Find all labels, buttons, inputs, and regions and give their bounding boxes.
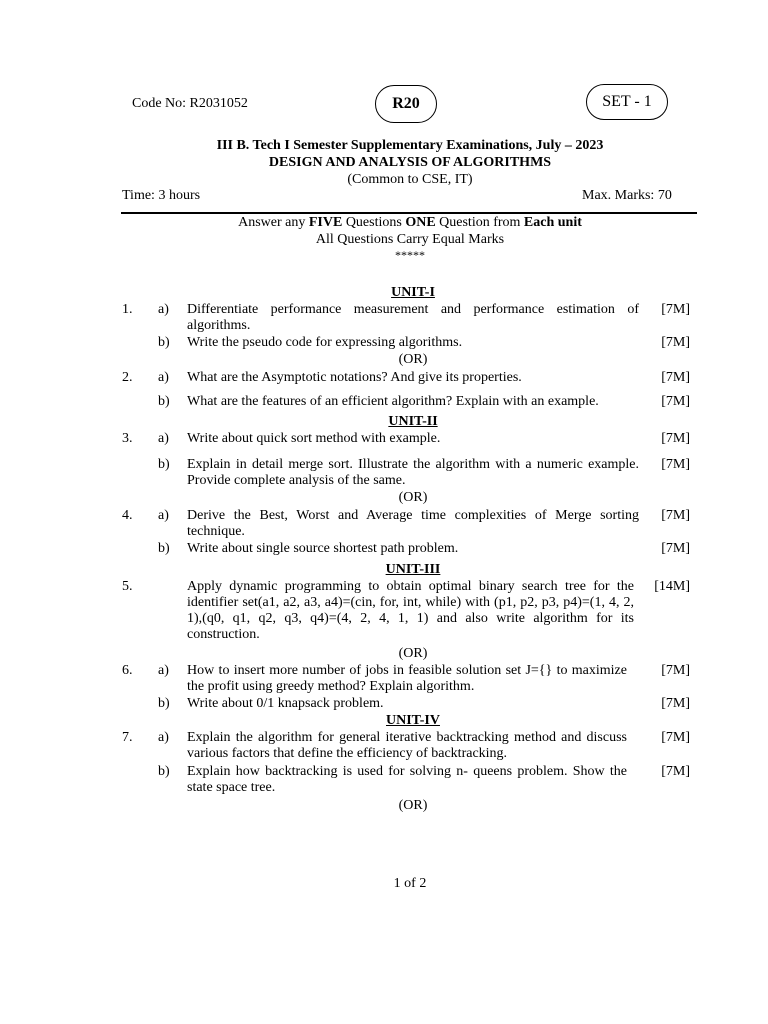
question-number: 5. <box>122 579 133 594</box>
subject-title: DESIGN AND ANALYSIS OF ALGORITHMS <box>268 155 552 170</box>
question-number: 4. <box>122 508 133 523</box>
code-number: Code No: R2031052 <box>132 96 248 111</box>
question-text: Write about 0/1 knapsack problem. <box>187 696 384 711</box>
question-marks: [7M] <box>661 394 690 409</box>
question-marks: [7M] <box>661 335 690 350</box>
question-text: Write the pseudo code for expressing algorithms. <box>187 335 463 350</box>
question-part: b) <box>158 457 170 472</box>
question-part: a) <box>158 302 169 317</box>
question-part: b) <box>158 764 170 779</box>
exam-title: III B. Tech I Semester Supplementary Examinations, July – 2023 <box>216 138 604 153</box>
question-part: b) <box>158 696 170 711</box>
question-part: a) <box>158 431 169 446</box>
page-number: 1 of 2 <box>393 876 427 891</box>
or-separator: (OR) <box>398 798 428 813</box>
question-marks: [7M] <box>661 431 690 446</box>
unit-heading: UNIT-I <box>391 285 435 300</box>
question-marks: [7M] <box>661 730 690 745</box>
question-marks: [14M] <box>654 579 690 594</box>
unit-heading: UNIT-III <box>385 562 441 577</box>
question-number: 6. <box>122 663 133 678</box>
question-marks: [7M] <box>661 696 690 711</box>
question-marks: [7M] <box>661 302 690 317</box>
question-part: a) <box>158 663 169 678</box>
question-part: b) <box>158 394 170 409</box>
question-part: a) <box>158 730 169 745</box>
question-text: Derive the Best, Worst and Average time complexities of Merge sorting technique. <box>187 508 639 539</box>
question-text: Explain in detail merge sort. Illustrate the algorithm with a numeric example. Provide complete analysis of the same. <box>187 457 639 488</box>
question-part: b) <box>158 541 170 556</box>
question-marks: [7M] <box>661 508 690 523</box>
question-text: How to insert more number of jobs in feasible solution set J={} to maximize the profit using greedy method? Explain algorithm. <box>187 663 627 694</box>
or-separator: (OR) <box>398 352 428 367</box>
time-allowed: Time: 3 hours <box>122 188 201 203</box>
regulation-badge: R20 <box>375 85 437 123</box>
question-text: Explain how backtracking is used for solving n- queens problem. Show the state space tree. <box>187 764 627 795</box>
question-marks: [7M] <box>661 370 690 385</box>
question-marks: [7M] <box>661 541 690 556</box>
question-part: b) <box>158 335 170 350</box>
or-separator: (OR) <box>398 490 428 505</box>
max-marks: Max. Marks: 70 <box>582 188 672 203</box>
common-to: (Common to CSE, IT) <box>347 172 473 187</box>
question-number: 7. <box>122 730 133 745</box>
question-text: What are the features of an efficient algorithm? Explain with an example. <box>187 394 599 409</box>
question-marks: [7M] <box>661 457 690 472</box>
question-marks: [7M] <box>661 764 690 779</box>
question-number: 3. <box>122 431 133 446</box>
question-marks: [7M] <box>661 663 690 678</box>
question-text: What are the Asymptotic notations? And give its properties. <box>187 370 522 385</box>
unit-heading: UNIT-IV <box>386 713 440 728</box>
or-separator: (OR) <box>398 646 428 661</box>
question-number: 1. <box>122 302 133 317</box>
instruction-stars: ***** <box>395 248 425 262</box>
instruction-line-2: All Questions Carry Equal Marks <box>315 232 505 247</box>
question-part: a) <box>158 370 169 385</box>
unit-heading: UNIT-II <box>388 414 438 429</box>
question-text: Explain the algorithm for general iterative backtracking method and discuss various factors that define the efficiency of backtracking. <box>187 730 627 761</box>
question-text: Apply dynamic programming to obtain optimal binary search tree for the identifier set(a1, a2, a3, a4)=(cin, for, int, while) with (p1, p2, p3, p4)=(1, 4, 2, 1),(q0, q1, q2, q3, q4)=(4, 2, 4, 1, 1) and also write algorithm for its construction. <box>187 579 634 642</box>
question-part: a) <box>158 508 169 523</box>
instruction-line-1: Answer any FIVE Questions ONE Question from Each unit <box>238 215 582 230</box>
question-text: Write about quick sort method with example. <box>187 431 441 446</box>
set-badge: SET - 1 <box>586 84 668 120</box>
question-text: Differentiate performance measurement and performance estimation of algorithms. <box>187 302 639 333</box>
header-divider <box>121 212 697 214</box>
question-number: 2. <box>122 370 133 385</box>
question-text: Write about single source shortest path problem. <box>187 541 459 556</box>
